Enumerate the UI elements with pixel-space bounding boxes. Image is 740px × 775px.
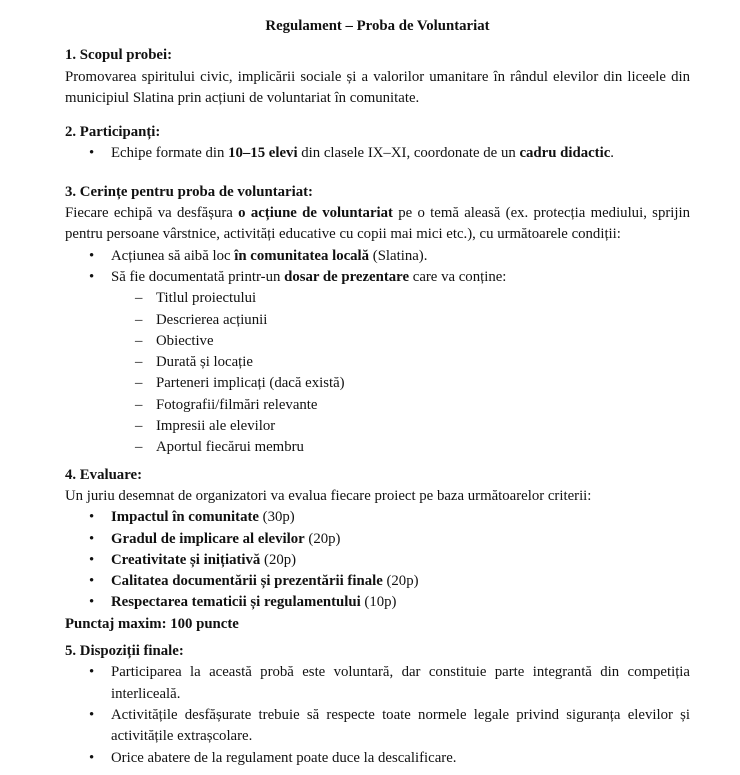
section-heading-cerinte: 3. Cerințe pentru proba de voluntariat: xyxy=(65,183,313,200)
list-item-text: Să fie documentată printr-un dosar de prezentare care va conține: xyxy=(111,268,507,285)
sub-list-item xyxy=(65,288,690,309)
list-item xyxy=(65,143,690,164)
dash-marker: – xyxy=(135,418,143,435)
sub-list-item xyxy=(65,310,690,331)
section-evaluare xyxy=(65,465,690,635)
max-score-line: Punctaj maxim: 100 puncte xyxy=(65,615,239,632)
dash-marker: – xyxy=(135,439,143,456)
dash-marker: – xyxy=(135,354,143,371)
list-item xyxy=(65,507,690,528)
bullet-marker: • xyxy=(89,247,95,264)
sub-list-item-text: Obiective xyxy=(156,332,214,349)
list-item xyxy=(65,571,690,592)
sub-list-item-text: Fotografii/filmări relevante xyxy=(156,396,318,413)
bullet-marker: • xyxy=(89,749,95,766)
sub-list-item-text: Impresii ale elevilor xyxy=(156,418,276,435)
section-heading-scopul-probei: 1. Scopul probei: xyxy=(65,47,173,64)
bullet-marker: • xyxy=(89,664,95,681)
list-item xyxy=(65,246,690,267)
list-item-text: Activitățile desfășurate trebuie să respecte toate normele legale privind siguranța elevilor și activitățile extrașcolare. xyxy=(111,706,690,745)
document-title: Regulament – Proba de Voluntariat xyxy=(265,18,490,34)
section-heading-dispozitii-finale: 5. Dispoziții finale: xyxy=(65,643,184,660)
dash-marker: – xyxy=(135,311,143,328)
list-item xyxy=(65,592,690,613)
paragraph-cerinte: Fiecare echipă va desfășura o acțiune de voluntariat pe o temă aleasă (ex. protecția mediului, sprijin pentru persoane vârstnice, activități educative cu copii mai mici etc.), cu următoarele condiții: xyxy=(65,205,690,243)
sub-list-item-text: Descrierea acțiunii xyxy=(156,311,268,328)
bullet-marker: • xyxy=(89,268,95,285)
bullet-marker: • xyxy=(89,530,95,547)
section-heading-evaluare: 4. Evaluare: xyxy=(65,466,142,483)
bullet-marker: • xyxy=(89,509,95,526)
list-item-text: Respectarea tematicii și regulamentului (10p) xyxy=(111,594,397,611)
list-item xyxy=(65,267,690,288)
list-item xyxy=(65,529,690,550)
sub-list-item-text: Aportul fiecărui membru xyxy=(156,439,304,456)
dash-marker: – xyxy=(135,290,143,307)
paragraph-evaluare-intro: Un juriu desemnat de organizatori va evalua fiecare proiect pe baza următoarelor criterii: xyxy=(65,487,592,504)
bullet-marker: • xyxy=(89,594,95,611)
list-item xyxy=(65,748,690,769)
dash-marker: – xyxy=(135,332,143,349)
list-item-text: Calitatea documentării și prezentării finale (20p) xyxy=(111,573,419,590)
sub-list-item-text: Parteneri implicați (dacă există) xyxy=(156,375,345,392)
sub-list-item xyxy=(65,437,690,458)
paragraph-scopul-probei: Promovarea spiritului civic, implicării sociale și a valorilor umanitare în rândul elevilor din liceele din municipiul Slatina prin acțiuni de voluntariat în comunitate. xyxy=(65,68,690,106)
sub-list-item xyxy=(65,373,690,394)
bullet-marker: • xyxy=(89,573,95,590)
list-item-text: Creativitate și inițiativă (20p) xyxy=(111,551,297,568)
bullet-marker: • xyxy=(89,551,95,568)
section-participanti xyxy=(65,122,690,165)
list-item xyxy=(65,550,690,571)
sub-list-item-text: Durată și locație xyxy=(156,354,253,371)
list-item-text: Impactul în comunitate (30p) xyxy=(111,509,295,526)
sub-list-item xyxy=(65,416,690,437)
list-item-text: Echipe formate din 10–15 elevi din clasele IX–XI, coordonate de un cadru didactic. xyxy=(111,145,614,162)
dash-marker: – xyxy=(135,396,143,413)
bullet-marker: • xyxy=(89,145,95,162)
list-item-text: Participarea la această probă este voluntară, dar constituie parte integrantă din competiția interliceală. xyxy=(111,664,690,702)
section-cerinte xyxy=(65,182,690,459)
list-item xyxy=(65,662,690,705)
sub-list-item xyxy=(65,395,690,416)
list-item-text: Orice abatere de la regulament poate duce la descalificare. xyxy=(111,749,457,766)
sub-list-item-text: Titlul proiectului xyxy=(156,290,257,307)
dash-marker: – xyxy=(135,375,143,392)
sub-list-item xyxy=(65,352,690,373)
list-item-text: Gradul de implicare al elevilor (20p) xyxy=(111,530,341,547)
document-content xyxy=(65,0,690,769)
list-item-text: Acțiunea să aibă loc în comunitatea locală (Slatina). xyxy=(111,247,428,264)
bullet-marker: • xyxy=(89,706,95,723)
sub-list-item xyxy=(65,331,690,352)
list-item xyxy=(65,705,690,748)
section-scopul-probei xyxy=(65,45,690,109)
section-heading-participanti: 2. Participanți: xyxy=(65,124,161,141)
section-dispozitii-finale xyxy=(65,641,690,769)
